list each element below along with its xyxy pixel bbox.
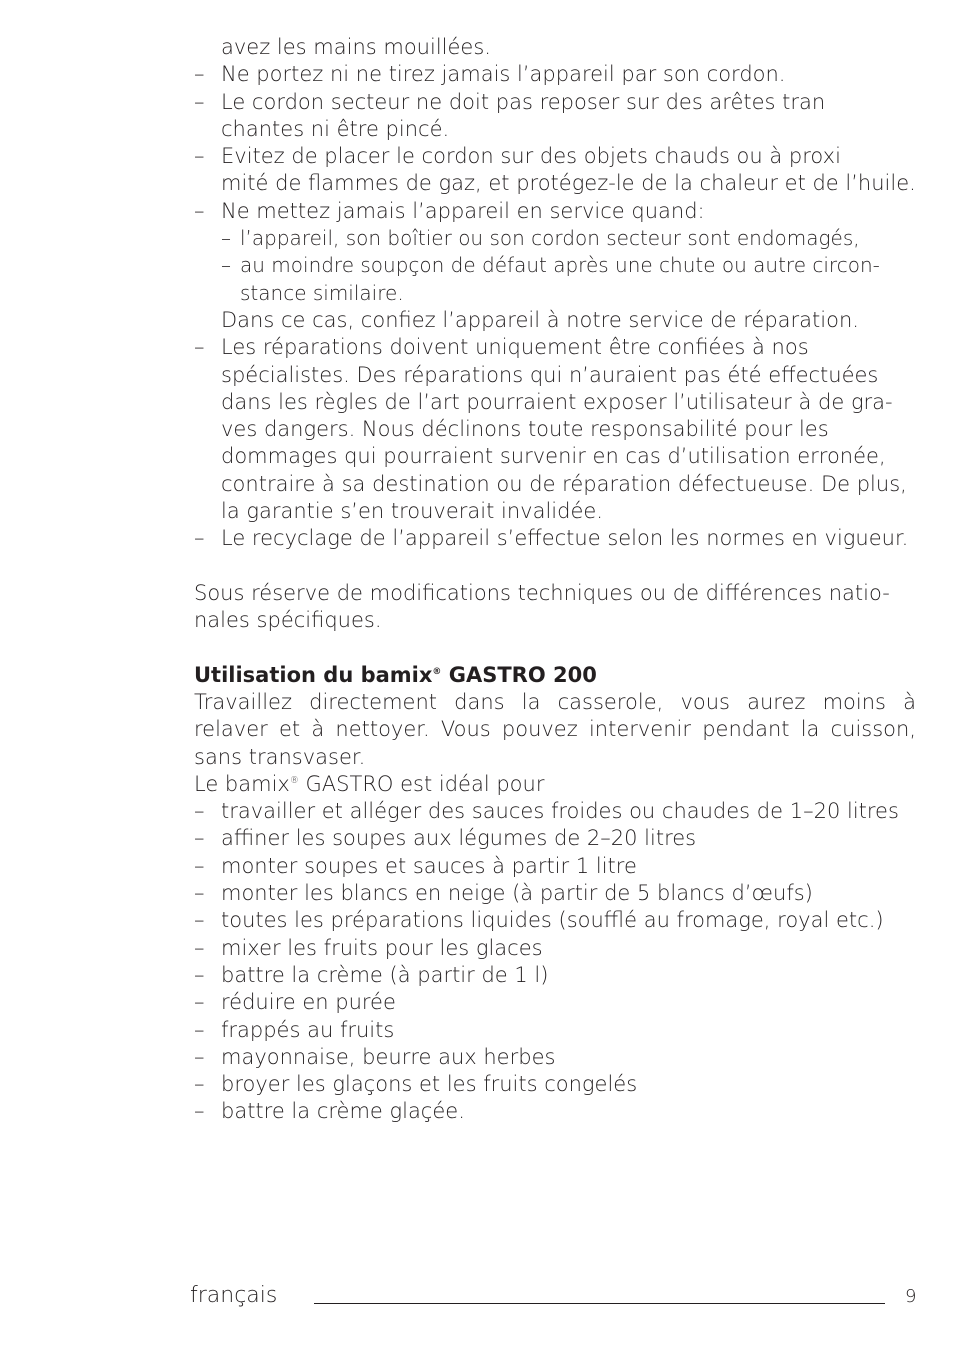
dash-bullet: – bbox=[194, 89, 205, 114]
dash-bullet: – bbox=[194, 962, 205, 987]
list-item bbox=[194, 198, 916, 225]
list-item bbox=[194, 935, 916, 962]
list-item-text: mité de flammes de gaz, et protégez-le de la chaleur et de l’huile. bbox=[221, 171, 916, 196]
heading-text: Utilisation du bamix bbox=[194, 663, 433, 687]
dash-bullet: – bbox=[194, 853, 205, 878]
list-item-text: battre la crème (à partir de 1 l) bbox=[221, 962, 549, 987]
list-item-text: chantes ni être pincé. bbox=[221, 116, 450, 141]
dash-bullet: – bbox=[194, 935, 205, 960]
text-line: sans transvaser. bbox=[194, 744, 366, 769]
list-item bbox=[194, 1017, 916, 1044]
list-item-text: mixer les fruits pour les glaces bbox=[221, 935, 543, 960]
dash-bullet: – bbox=[194, 799, 205, 824]
list-item-text: dans les règles de l’art pourraient exposer l’utilisateur à de gra- bbox=[221, 389, 893, 414]
dash-bullet: – bbox=[194, 1044, 205, 1069]
list-item bbox=[194, 880, 916, 907]
dash-bullet: – bbox=[194, 990, 205, 1015]
dash-bullet: – bbox=[221, 253, 231, 278]
dash-bullet: – bbox=[194, 526, 205, 551]
list-item-text: spécialistes. Des réparations qui n’auraient pas été effectuées bbox=[221, 362, 879, 387]
list-item-text: Ne mettez jamais l’appareil en service quand: bbox=[221, 198, 705, 223]
list-item bbox=[194, 798, 916, 825]
text-line: nales spécifiques. bbox=[194, 608, 382, 633]
reserve-paragraph bbox=[194, 580, 916, 635]
list-item bbox=[194, 1098, 916, 1125]
list-item-text: battre la crème glaçée. bbox=[221, 1099, 465, 1124]
list-item bbox=[194, 825, 916, 852]
list-item bbox=[194, 989, 916, 1016]
text-line: Travaillez directement dans la casserole, vous aurez moins à bbox=[194, 690, 916, 714]
dash-bullet: – bbox=[221, 226, 231, 251]
registered-mark: ® bbox=[289, 775, 299, 786]
list-item-text: Le recyclage de l’appareil s’effectue selon les normes en vigueur. bbox=[221, 526, 909, 551]
dash-bullet: – bbox=[194, 826, 205, 851]
safety-instructions bbox=[194, 34, 916, 553]
sub-list-item-text: au moindre soupçon de défaut après une chute ou autre circon- bbox=[240, 253, 880, 278]
usage-section bbox=[194, 662, 916, 1126]
list-item-text: mayonnaise, beurre aux herbes bbox=[221, 1044, 556, 1069]
sub-list-item-text: l’appareil, son boîtier ou son cordon secteur sont endomagés, bbox=[240, 226, 860, 251]
list-item-text: frappés au fruits bbox=[221, 1017, 395, 1042]
list-item-text: monter soupes et sauces à partir 1 litre bbox=[221, 853, 637, 878]
footer-language: français bbox=[190, 1283, 278, 1308]
dash-bullet: – bbox=[194, 908, 205, 933]
list-item-text: Evitez de placer le cordon sur des objets chauds ou à proxi bbox=[221, 144, 841, 169]
sub-list-item-text: stance similaire. bbox=[240, 280, 404, 305]
dash-bullet: – bbox=[194, 198, 205, 223]
list-item-text: travailler et alléger des sauces froides ou chaudes de 1–20 litres bbox=[221, 799, 899, 824]
text-fragment: GASTRO est idéal pour bbox=[298, 771, 545, 796]
dash-bullet: – bbox=[194, 1099, 205, 1124]
list-item-text: broyer les glaçons et les fruits congelés bbox=[221, 1072, 638, 1097]
text-line bbox=[194, 771, 916, 798]
list-item bbox=[194, 89, 916, 144]
list-item-text: toutes les préparations liquides (soufflé au fromage, royal etc.) bbox=[221, 908, 884, 933]
text-line: Dans ce cas, confiez l’appareil à notre service de réparation. bbox=[221, 307, 859, 332]
text-line: avez les mains mouillées. bbox=[221, 35, 491, 59]
text-line: relaver et à nettoyer. Vous pouvez intervenir pendant la cuisson, bbox=[194, 717, 916, 742]
list-item bbox=[194, 1044, 916, 1071]
list-item-text: dommages qui pourraient survenir en cas d’utilisation erronée, bbox=[221, 444, 886, 469]
list-item-text: contraire à sa destination ou de réparation défectueuse. De plus, bbox=[221, 471, 907, 496]
dash-bullet: – bbox=[194, 881, 205, 906]
list-item-text: ves dangers. Nous déclinons toute responsabilité pour les bbox=[221, 417, 829, 442]
heading-text: GASTRO 200 bbox=[441, 663, 597, 687]
dash-bullet: – bbox=[194, 1072, 205, 1097]
list-item bbox=[194, 1071, 916, 1098]
list-item-text: Les réparations doivent uniquement être confiées à nos bbox=[221, 335, 809, 360]
uses-list bbox=[194, 798, 916, 1126]
registered-mark: ® bbox=[432, 667, 442, 677]
list-item-text: la garantie s’en trouverait invalidée. bbox=[221, 499, 603, 524]
list-item-text: réduire en purée bbox=[221, 990, 396, 1015]
list-item-text: affiner les soupes aux légumes de 2–20 litres bbox=[221, 826, 697, 851]
list-item bbox=[194, 334, 916, 525]
list-item bbox=[194, 525, 916, 552]
list-item bbox=[194, 61, 916, 88]
footer-rule bbox=[314, 1303, 885, 1304]
dash-bullet: – bbox=[194, 1017, 205, 1042]
list-item bbox=[194, 907, 916, 934]
list-item bbox=[194, 962, 916, 989]
list-item bbox=[194, 853, 916, 880]
dash-bullet: – bbox=[194, 335, 205, 360]
text-fragment: Le bamix bbox=[194, 771, 290, 796]
text-line: Sous réserve de modifications techniques ou de différences natio- bbox=[194, 581, 890, 605]
sub-list-item bbox=[194, 225, 916, 252]
list-item-text: Le cordon secteur ne doit pas reposer sur des arêtes tran bbox=[221, 89, 826, 114]
section-heading bbox=[194, 662, 916, 689]
list-item-text: monter les blancs en neige (à partir de 5 blancs d’œufs) bbox=[221, 881, 813, 906]
dash-bullet: – bbox=[194, 62, 205, 87]
sub-list-item bbox=[194, 252, 916, 307]
list-item bbox=[194, 143, 916, 198]
page-number: 9 bbox=[905, 1286, 917, 1307]
list-item-text: Ne portez ni ne tirez jamais l’appareil par son cordon. bbox=[221, 62, 786, 87]
dash-bullet: – bbox=[194, 144, 205, 169]
